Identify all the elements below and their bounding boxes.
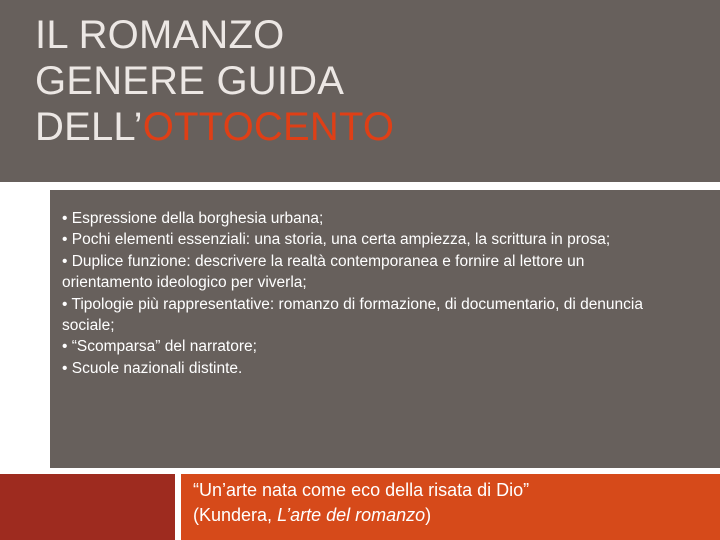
bullet-list	[62, 208, 662, 379]
quote-band	[181, 474, 720, 540]
quote-attribution-close: )	[425, 505, 432, 525]
content-panel	[50, 190, 720, 468]
bullet-item: • “Scomparsa” del narratore;	[62, 338, 257, 356]
bullet-item: • Pochi elementi essenziali: una storia, una certa ampiezza, la scrittura in prosa;	[62, 231, 611, 249]
slide-title	[35, 12, 394, 150]
bullet-item: • Duplice funzione: descrivere la realtà contemporanea e fornire al lettore un orientamento ideologico per viverla;	[62, 252, 585, 292]
quote-text: “Un’arte nata come eco della risata di Dio”	[193, 480, 530, 500]
title-line-1: IL ROMANZO	[35, 13, 285, 57]
title-line-2: GENERE GUIDA	[35, 59, 345, 103]
title-line-3-accent: OTTOCENTO	[142, 105, 395, 149]
bullet-item: • Scuole nazionali distinte.	[62, 359, 243, 377]
footer-accent-block	[0, 474, 175, 540]
bullet-item: • Espressione della borghesia urbana;	[62, 210, 324, 227]
quote	[193, 478, 529, 528]
title-band	[0, 0, 720, 182]
quote-attribution-open: (Kundera,	[193, 505, 278, 525]
bullet-item: • Tipologie più rappresentative: romanzo di formazione, di documentario, di denuncia sociale;	[62, 295, 643, 335]
quote-book-title: L’arte del romanzo	[277, 505, 426, 525]
quote-attribution	[193, 503, 529, 528]
title-line-3-prefix: DELL’	[35, 105, 143, 149]
